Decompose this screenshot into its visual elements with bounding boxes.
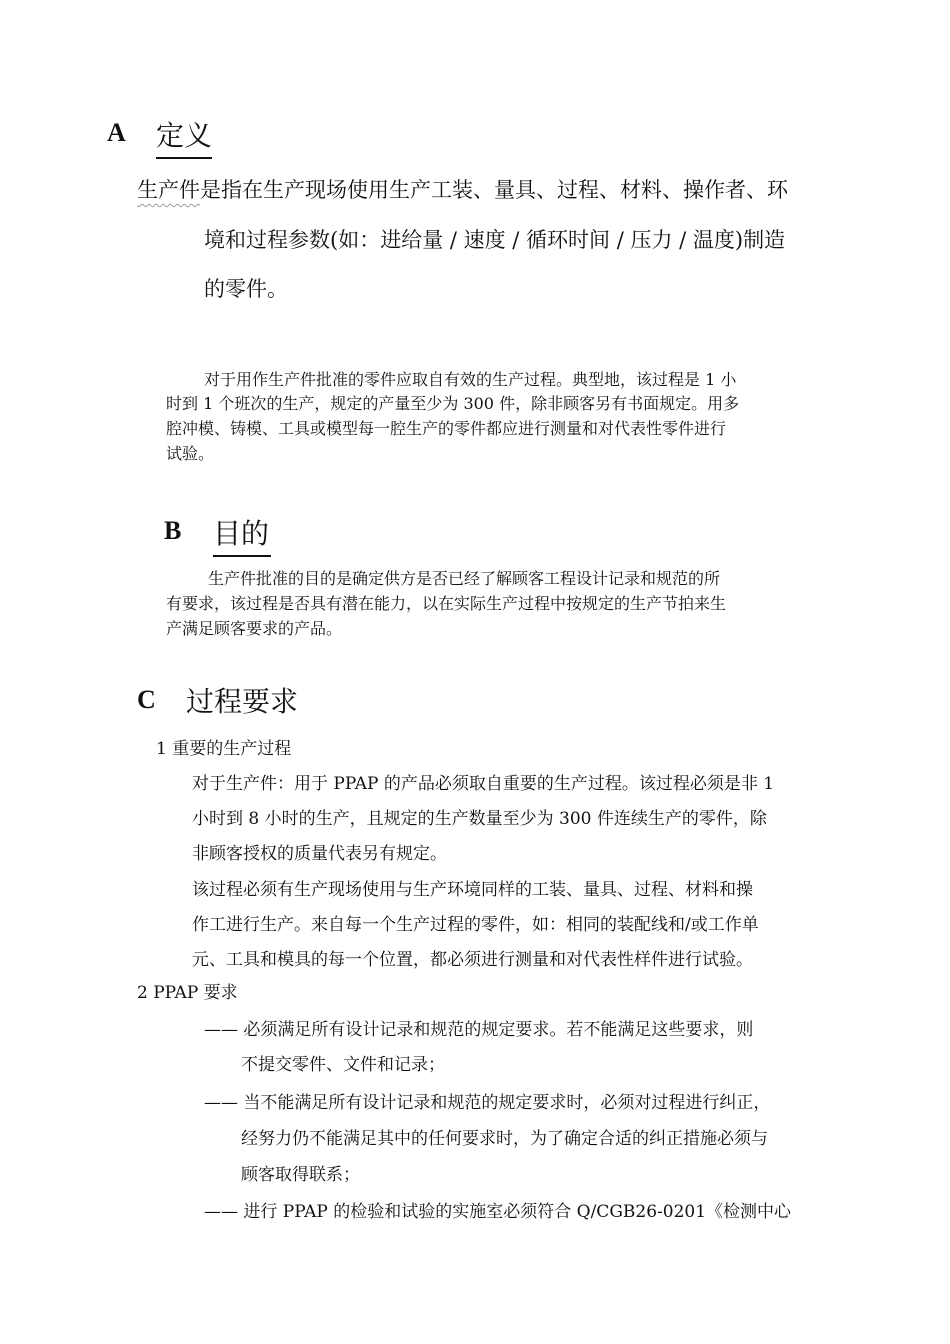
item-1-line-4: 该过程必须有生产现场使用与生产环境同样的工装、量具、过程、材料和操	[192, 880, 753, 900]
section-a-title: 定义	[156, 114, 212, 159]
definition-line-3: 的零件。	[204, 277, 288, 301]
item-1-line-3: 非顾客授权的质量代表另有规定。	[192, 844, 447, 864]
item-2-line-3: —— 当不能满足所有设计记录和规范的规定要求时，必须对过程进行纠正，	[204, 1093, 771, 1113]
section-b-letter: B	[164, 516, 182, 545]
item-2-line-4: 经努力仍不能满足其中的任何要求时，为了确定合适的纠正措施必须与	[241, 1129, 768, 1149]
item-1-line-1: 对于生产件：用于 PPAP 的产品必须取自重要的生产过程。该过程必须是非 1	[192, 774, 775, 794]
item-2-line-6: —— 进行 PPAP 的检验和试验的实施室必须符合 Q/CGB26-0201《检测中心	[204, 1202, 792, 1222]
item-2-heading: 2 PPAP 要求	[137, 983, 238, 1003]
section-b-para-line-2: 有要求，该过程是否具有潜在能力，以在实际生产过程中按规定的生产节拍来生	[166, 594, 727, 613]
definition-line-2: 境和过程参数(如：进给量 / 速度 / 循环时间 / 压力 / 温度)制造	[204, 228, 786, 252]
section-a-letter: A	[107, 118, 126, 147]
item-1-line-2: 小时到 8 小时的生产，且规定的生产数量至少为 300 件连续生产的零件，除	[192, 809, 767, 829]
section-c-title: 过程要求	[186, 685, 299, 718]
section-b-title: 目的	[213, 512, 271, 557]
item-1-line-6: 元、工具和模具的每一个位置，都必须进行测量和对代表性样件进行试验。	[192, 950, 753, 970]
item-1-heading: 1 重要的生产过程	[156, 739, 292, 759]
definition-line-1-text: 是指在生产现场使用生产工装、量具、过程、材料、操作者、环	[200, 178, 788, 202]
section-b-para-line-1: 生产件批准的目的是确定供方是否已经了解顾客工程设计记录和规范的所	[208, 569, 721, 588]
definition-term: 生产件	[137, 178, 200, 202]
item-2-line-1: —— 必须满足所有设计记录和规范的规定要求。若不能满足这些要求，则	[204, 1020, 754, 1040]
definition-line-1	[137, 174, 832, 204]
section-b-para-line-3: 产满足顾客要求的产品。	[166, 619, 343, 638]
item-1-line-5: 作工进行生产。来自每一个生产过程的零件，如：相同的装配线和/或工作单	[192, 915, 759, 935]
section-c-letter: C	[137, 685, 156, 714]
item-2-line-5: 顾客取得联系；	[241, 1165, 360, 1185]
section-a-para-line-2: 时到 1 个班次的生产，规定的产量至少为 300 件，除非顾客另有书面规定。用多	[166, 394, 740, 413]
item-2-line-2: 不提交零件、文件和记录；	[241, 1055, 445, 1075]
section-a-para-line-4: 试验。	[166, 444, 215, 463]
section-a-para-line-3: 腔冲模、铸模、工具或模型每一腔生产的零件都应进行测量和对代表性零件进行	[166, 419, 727, 438]
section-a-para-line-1: 对于用作生产件批准的零件应取自有效的生产过程。典型地，该过程是 1 小	[204, 370, 737, 389]
